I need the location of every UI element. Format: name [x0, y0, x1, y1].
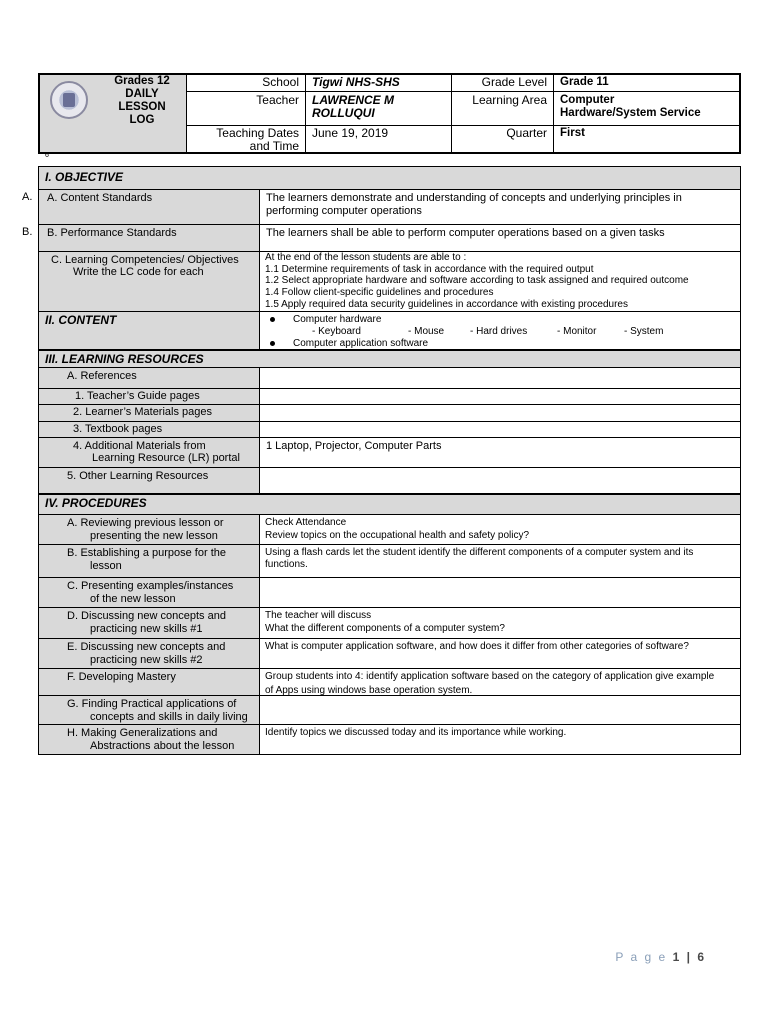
procedure-b-row: B. Establishing a purpose for the lesson Using a flash cards let the student identify the different components of a computer system and its functions. — [38, 545, 741, 578]
resources-heading: III. LEARNING RESOURCES — [38, 350, 741, 368]
textbook-row: 3. Textbook pages — [38, 422, 741, 438]
procedure-f-row: F. Developing Mastery Group students into 4: identify application software based on the category of application give example of Apps using windows base operation system. — [38, 669, 741, 696]
quarter-value: First — [560, 127, 585, 139]
header-table — [38, 73, 741, 154]
objective-heading: I. OBJECTIVE — [38, 166, 741, 190]
content-row: II. CONTENT Computer hardware - Keyboard - Mouse - Hard drives - Monitor - System Computer application software — [38, 312, 741, 350]
quarter-label: Quarter — [506, 126, 547, 140]
deped-seal-icon — [50, 81, 88, 119]
lesson-log-title: Grades 12 DAILY LESSON LOG — [114, 75, 170, 126]
procedure-g-row: G. Finding Practical applications of concepts and skills in daily living — [38, 696, 741, 725]
competencies-row: C. Learning Competencies/ Objectives Write the LC code for each At the end of the lesson students are able to : 1.1 Determine requirements of task in accordance with the required output 1.2 Select appropriate hardware and software according to task assigned and required outcome 1.4 Follow client-specific guidelines and procedures 1.5 Apply required data security guidelines in accordance with existing procedures — [38, 252, 741, 312]
content-bullet-software: Computer application software — [270, 337, 428, 350]
procedure-c-row: C. Presenting examples/instances of the new lesson — [38, 578, 741, 608]
grade-level-value: Grade 11 — [560, 76, 609, 88]
school-label: School — [262, 75, 299, 89]
other-resources-row: 5. Other Learning Resources — [38, 468, 741, 494]
procedure-d-row: D. Discussing new concepts and practicing new skills #1 The teacher will discuss What the different components of a computer system? — [38, 608, 741, 639]
procedure-e-row: E. Discussing new concepts and practicing new skills #2 What is computer application software, and how does it differ from other categories of software? — [38, 639, 741, 669]
teacher-value: LAWRENCE M ROLLUQUI — [312, 93, 394, 120]
procedures-heading: IV. PROCEDURES — [38, 494, 741, 515]
content-bullet-hardware: Computer hardware — [270, 313, 381, 326]
grade-level-label: Grade Level — [481, 75, 547, 89]
procedure-h-row: H. Making Generalizations and Abstractions about the lesson Identify topics we discussed today and its importance while working. — [38, 725, 741, 755]
additional-materials-row: 4. Additional Materials from Learning Resource (LR) portal 1 Laptop, Projector, Computer Parts — [38, 438, 741, 468]
letter-b: B. — [22, 226, 33, 238]
small-mark: 6 — [45, 152, 49, 159]
learners-materials-row: 2. Learner’s Materials pages — [38, 405, 741, 422]
school-value: Tigwi NHS-SHS — [312, 75, 400, 89]
procedure-a-row: A. Reviewing previous lesson or presenting the new lesson Check Attendance Review topics on the occupational health and safety policy? — [38, 515, 741, 545]
teaching-dates-label: Teaching Dates and Time — [216, 126, 299, 153]
content-standards-row: A. Content Standards The learners demonstrate and understanding of concepts and underlying principles in performing computer operations — [38, 190, 741, 225]
teacher-label: Teacher — [256, 93, 299, 107]
references-row: A. References — [38, 368, 741, 389]
header-logo-cell — [40, 75, 187, 152]
teaching-dates-value: June 19, 2019 — [312, 126, 389, 140]
teachers-guide-row: 1. Teacher’s Guide pages — [38, 389, 741, 405]
performance-standards-row: B. Performance Standards The learners shall be able to perform computer operations based on a given tasks — [38, 225, 741, 252]
learning-area-value: Computer Hardware/System Service — [560, 94, 701, 119]
page-footer: P a g e 1 | 6 — [615, 950, 706, 964]
letter-a: A. — [22, 191, 33, 203]
learning-area-label: Learning Area — [472, 93, 547, 107]
